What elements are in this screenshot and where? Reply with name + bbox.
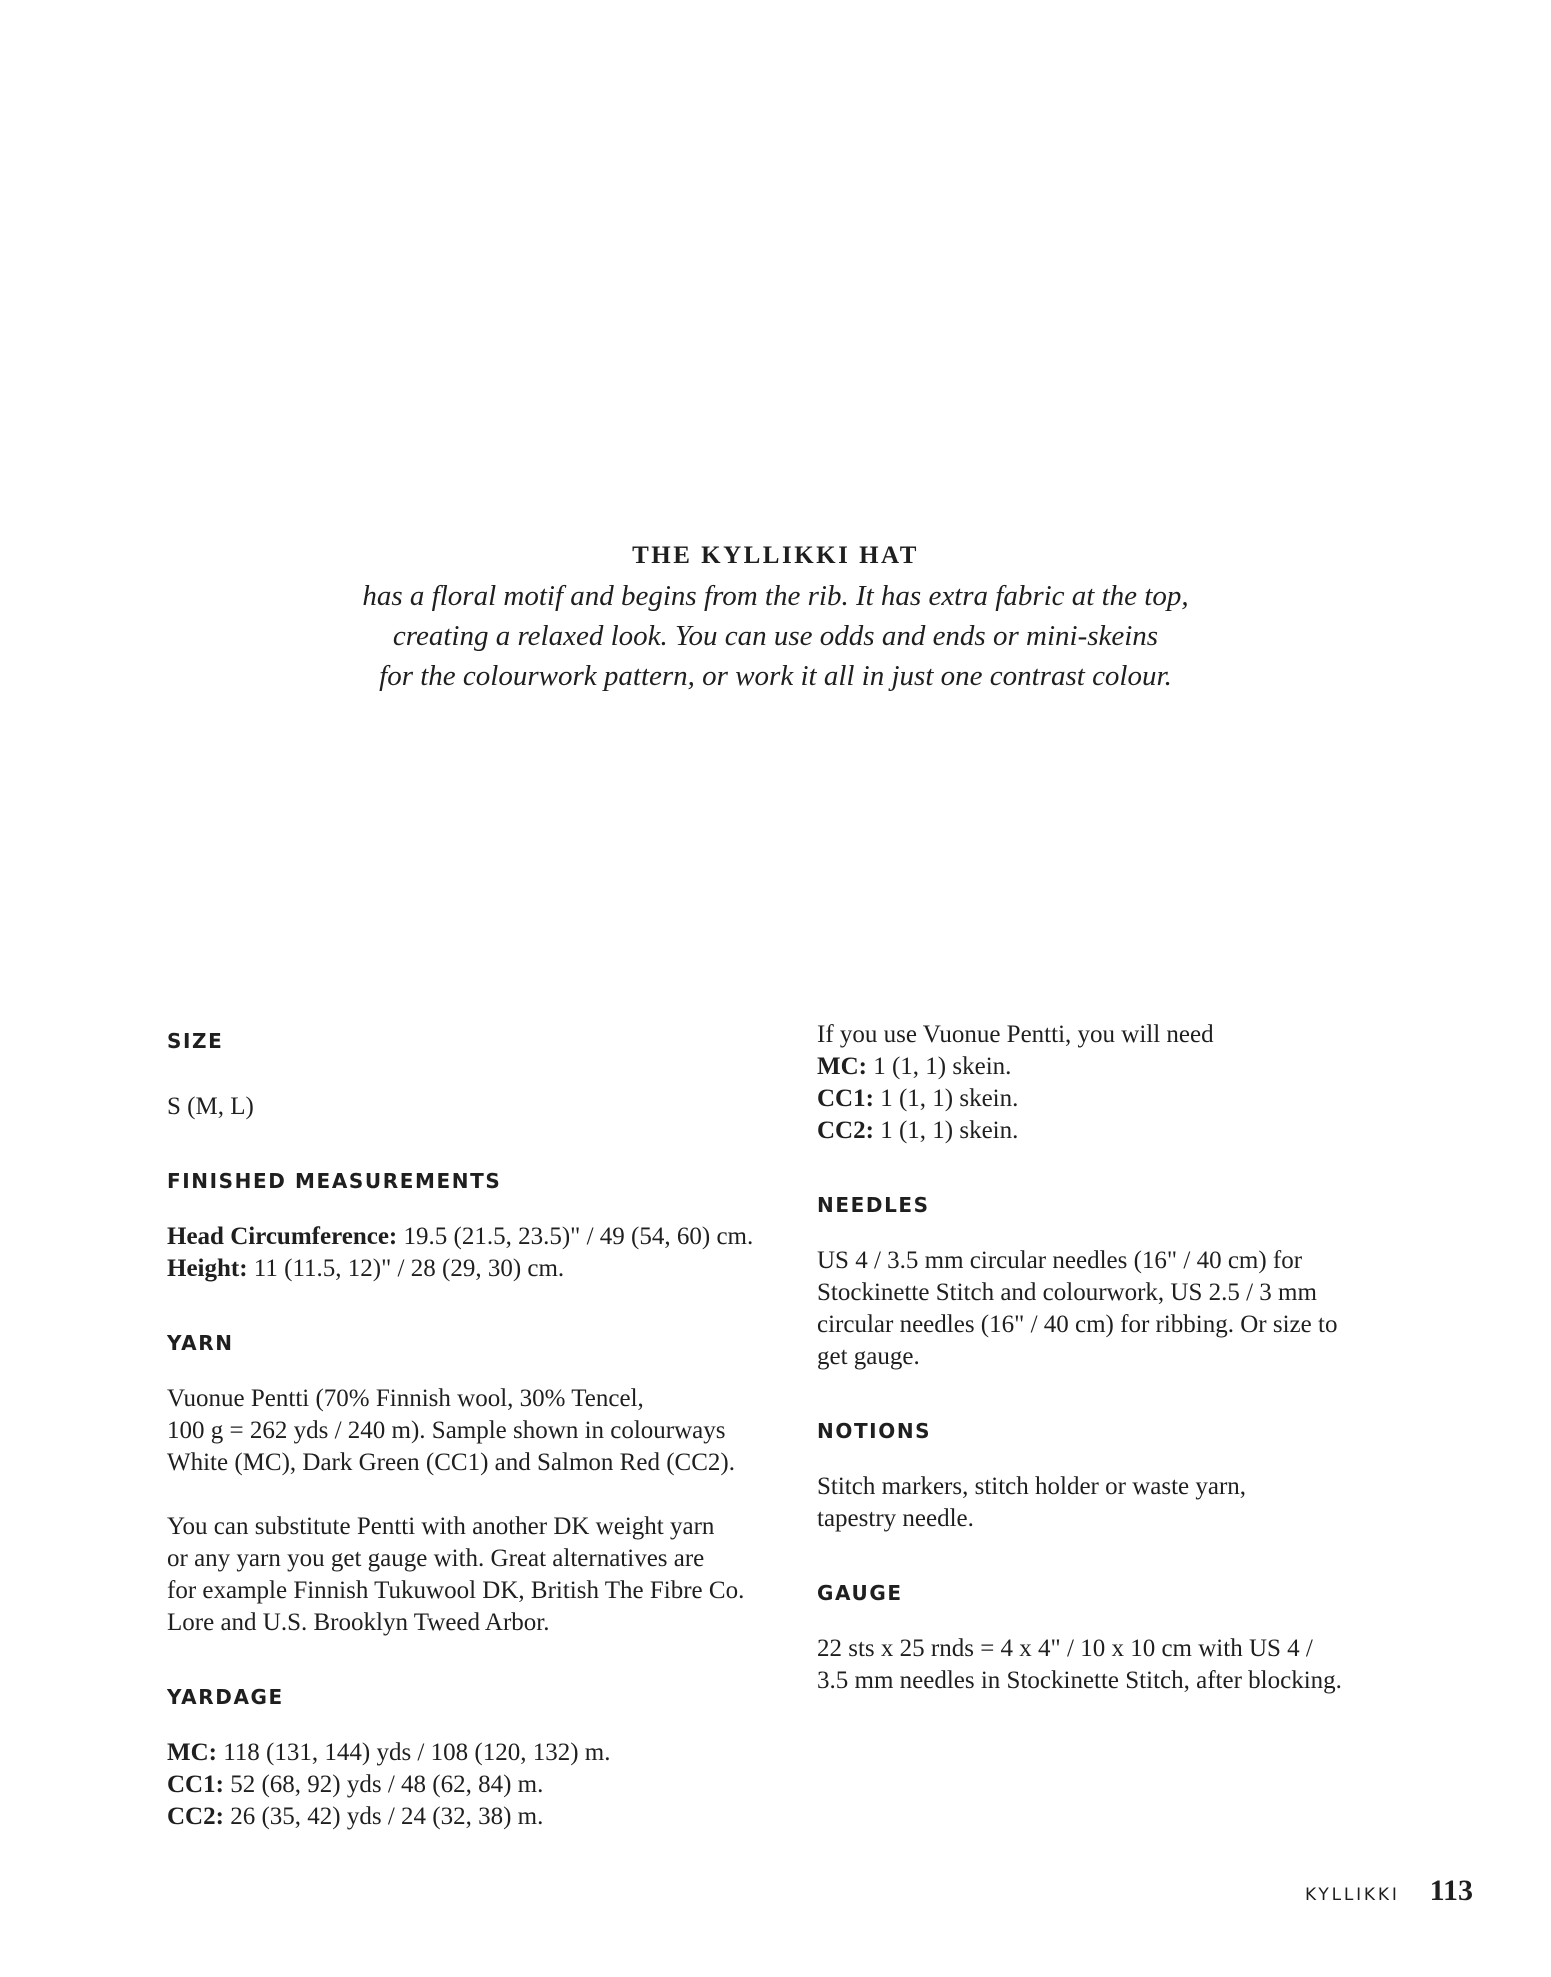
finished-measurements-section <box>167 1167 787 1285</box>
mc-yardage: 118 (131, 144) yds / 108 (120, 132) m. <box>216 1739 611 1766</box>
notions-text <box>817 1471 1417 1535</box>
yarn-section <box>167 1329 787 1639</box>
skeins-section <box>817 1019 1417 1147</box>
cc1-skeins: 1 (1, 1) skein. <box>873 1085 1019 1112</box>
intro-line: has a floral motif and begins from the rib. It has extra fabric at the top, <box>362 580 1189 612</box>
needles-section <box>817 1191 1417 1373</box>
skeins-mc <box>817 1051 1417 1083</box>
needles-line: Stockinette Stitch and colourwork, US 2.5 / 3 mm <box>817 1279 1317 1306</box>
mc-skeins: 1 (1, 1) skein. <box>866 1053 1012 1080</box>
size-value: S (M, L) <box>167 1093 254 1120</box>
yardage-section <box>167 1683 787 1833</box>
running-footer-label: KYLLIKKI <box>1305 1885 1400 1905</box>
gauge-section <box>817 1579 1417 1697</box>
section-heading-size: SIZE <box>167 1029 224 1053</box>
cc2-label: CC2: <box>817 1117 874 1144</box>
cc1-label: CC1: <box>167 1771 224 1798</box>
gauge-text <box>817 1633 1417 1697</box>
yardage-cc2 <box>167 1801 787 1833</box>
needles-line: get gauge. <box>817 1343 920 1370</box>
yardage-mc <box>167 1737 787 1769</box>
page-number: 113 <box>1429 1874 1473 1907</box>
page-footer <box>1305 1874 1473 1908</box>
cc1-label: CC1: <box>817 1085 874 1112</box>
height-label: Height: <box>167 1255 248 1282</box>
yarn-line: Vuonue Pentti (70% Finnish wool, 30% Tencel, <box>167 1385 644 1412</box>
section-heading-notions: NOTIONS <box>817 1419 932 1443</box>
skeins-intro: If you use Vuonue Pentti, you will need <box>817 1021 1214 1048</box>
intro-line: creating a relaxed look. You can use odds and ends or mini-skeins <box>392 620 1159 652</box>
section-heading-needles: NEEDLES <box>817 1193 930 1217</box>
gauge-line: 22 sts x 25 rnds = 4 x 4" / 10 x 10 cm with US 4 / <box>817 1635 1313 1662</box>
yarn-line: You can substitute Pentti with another DK weight yarn <box>167 1513 715 1540</box>
section-heading-yardage: YARDAGE <box>167 1685 284 1709</box>
mc-label: MC: <box>817 1053 867 1080</box>
height-value: 11 (11.5, 12)" / 28 (29, 30) cm. <box>247 1255 565 1282</box>
yarn-substitution <box>167 1511 787 1639</box>
cc2-skeins: 1 (1, 1) skein. <box>873 1117 1019 1144</box>
skeins-cc1 <box>817 1083 1417 1115</box>
yarn-line: 100 g = 262 yds / 240 m). Sample shown in colourways <box>167 1417 726 1444</box>
section-heading-gauge: GAUGE <box>817 1581 903 1605</box>
intro-description <box>300 576 1251 696</box>
yarn-line: Lore and U.S. Brooklyn Tweed Arbor. <box>167 1609 550 1636</box>
notions-line: tapestry needle. <box>817 1505 974 1532</box>
section-heading-yarn: YARN <box>167 1331 234 1355</box>
cc2-label: CC2: <box>167 1803 224 1830</box>
yardage-cc1 <box>167 1769 787 1801</box>
cc2-yardage: 26 (35, 42) yds / 24 (32, 38) m. <box>223 1803 544 1830</box>
yarn-line: for example Finnish Tukuwool DK, British The Fibre Co. <box>167 1577 745 1604</box>
skeins-cc2 <box>817 1115 1417 1147</box>
right-column <box>817 1019 1417 1697</box>
intro-block <box>300 536 1251 696</box>
yarn-line: White (MC), Dark Green (CC1) and Salmon Red (CC2). <box>167 1449 735 1476</box>
pattern-title: THE KYLLIKKI HAT <box>632 542 919 569</box>
yarn-line: or any yarn you get gauge with. Great alternatives are <box>167 1545 705 1572</box>
cc1-yardage: 52 (68, 92) yds / 48 (62, 84) m. <box>223 1771 544 1798</box>
mc-label: MC: <box>167 1739 217 1766</box>
intro-line: for the colourwork pattern, or work it all in just one contrast colour. <box>379 660 1172 692</box>
height <box>167 1253 787 1285</box>
notions-section <box>817 1417 1417 1535</box>
needles-line: circular needles (16" / 40 cm) for ribbing. Or size to <box>817 1311 1338 1338</box>
gauge-line: 3.5 mm needles in Stockinette Stitch, after blocking. <box>817 1667 1342 1694</box>
head-circumference <box>167 1221 787 1253</box>
needles-text <box>817 1245 1417 1373</box>
size-section <box>167 1027 787 1123</box>
left-column <box>167 1027 787 1833</box>
head-circumference-value: 19.5 (21.5, 23.5)" / 49 (54, 60) cm. <box>397 1223 754 1250</box>
yarn-description <box>167 1383 787 1479</box>
head-circumference-label: Head Circumference: <box>167 1223 398 1250</box>
notions-line: Stitch markers, stitch holder or waste yarn, <box>817 1473 1247 1500</box>
needles-line: US 4 / 3.5 mm circular needles (16" / 40 cm) for <box>817 1247 1303 1274</box>
section-heading-finished-measurements: FINISHED MEASUREMENTS <box>167 1169 502 1193</box>
